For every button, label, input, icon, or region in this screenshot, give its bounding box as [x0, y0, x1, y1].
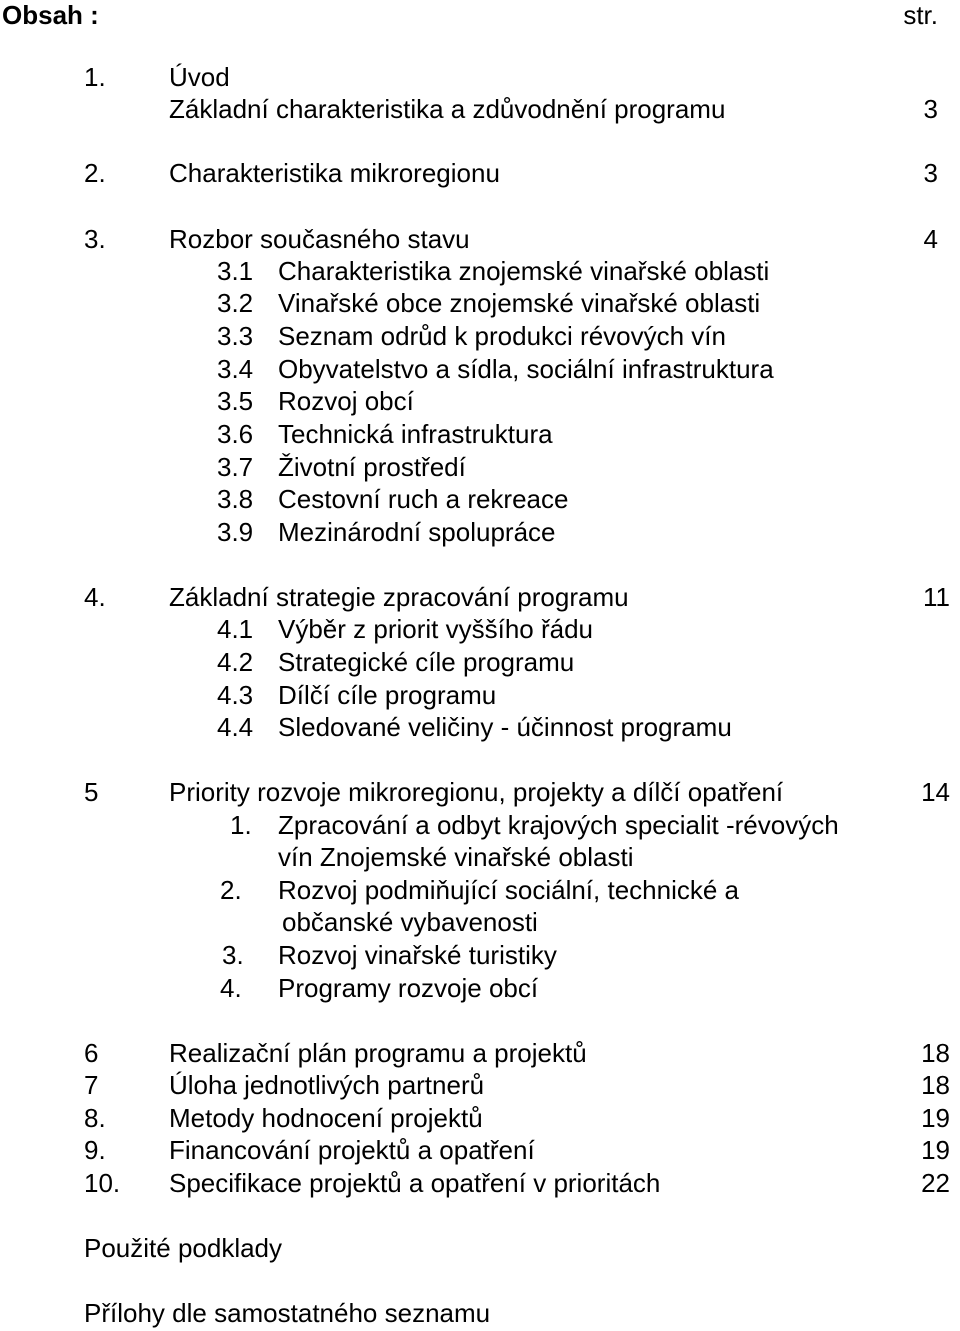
section-title: Realizační plán programu a projektů: [169, 1038, 587, 1068]
section-page: 18: [921, 1070, 950, 1100]
section-subtitle: Základní charakteristika a zdůvodnění programu: [169, 94, 726, 124]
priority-title: Rozvoj vinařské turistiky: [278, 940, 557, 970]
subsection-title: Dílčí cíle programu: [278, 680, 497, 710]
subsection-title: Mezinárodní spolupráce: [278, 517, 556, 547]
attachments-line: Přílohy dle samostatného seznamu: [84, 1298, 491, 1328]
section-page: 3: [923, 94, 938, 124]
subsection-number: 4.1: [217, 614, 254, 644]
sources-line: Použité podklady: [84, 1233, 283, 1263]
subsection-title: Životní prostředí: [278, 452, 466, 482]
subsection-number: 4.2: [217, 647, 254, 677]
section-number: 2.: [84, 158, 106, 188]
subsection-title: Rozvoj obcí: [278, 386, 414, 416]
subsection-number: 3.2: [217, 288, 254, 318]
subsection-number: 3.1: [217, 256, 254, 286]
section-page: 3: [923, 158, 938, 188]
section-page: 22: [921, 1168, 950, 1198]
priority-number: 2.: [220, 875, 242, 905]
subsection-number: 4.3: [217, 680, 254, 710]
section-title: Rozbor současného stavu: [169, 224, 470, 254]
subsection-number: 3.7: [217, 452, 254, 482]
section-number: 1.: [84, 62, 106, 92]
priority-title-cont: vín Znojemské vinařské oblasti: [278, 842, 634, 872]
subsection-number: 3.9: [217, 517, 254, 547]
section-number: 7: [84, 1070, 99, 1100]
section-title: Charakteristika mikroregionu: [169, 158, 500, 188]
subsection-title: Charakteristika znojemské vinařské oblasti: [278, 256, 770, 286]
section-page: 4: [923, 224, 938, 254]
section-title: Základní strategie zpracování programu: [169, 582, 629, 612]
section-page: 19: [921, 1103, 950, 1133]
subsection-title: Strategické cíle programu: [278, 647, 575, 677]
subsection-title: Obyvatelstvo a sídla, sociální infrastruktura: [278, 354, 774, 384]
section-number: 3.: [84, 224, 106, 254]
subsection-number: 3.8: [217, 484, 254, 514]
section-number: 10.: [84, 1168, 121, 1198]
priority-title-cont: občanské vybavenosti: [282, 907, 538, 937]
priority-number: 3.: [222, 940, 244, 970]
section-page: 19: [921, 1135, 950, 1165]
subsection-title: Seznam odrůd k produkci révových vín: [278, 321, 726, 351]
subsection-number: 3.6: [217, 419, 254, 449]
section-title: Úvod: [169, 62, 230, 92]
priority-title: Programy rozvoje obcí: [278, 973, 539, 1003]
subsection-title: Výběr z priorit vyššího řádu: [278, 614, 594, 644]
section-title: Priority rozvoje mikroregionu, projekty a dílčí opatření: [169, 777, 784, 807]
priority-title: Zpracování a odbyt krajových specialit -révových: [278, 810, 839, 840]
section-page: 14: [921, 777, 950, 807]
section-title: Financování projektů a opatření: [169, 1135, 535, 1165]
section-number: 8.: [84, 1103, 106, 1133]
subsection-number: 4.4: [217, 712, 254, 742]
section-number: 4.: [84, 582, 106, 612]
section-title: Úloha jednotlivých partnerů: [169, 1070, 485, 1100]
subsection-number: 3.3: [217, 321, 254, 351]
priority-number: 4.: [220, 973, 242, 1003]
priority-number: 1.: [230, 810, 252, 840]
section-page: 11: [923, 582, 950, 612]
priority-title: Rozvoj podmiňující sociální, technické a: [278, 875, 740, 905]
subsection-number: 3.5: [217, 386, 254, 416]
page-column-header: str.: [903, 0, 938, 30]
section-number: 5: [84, 777, 99, 807]
subsection-title: Technická infrastruktura: [278, 419, 553, 449]
section-page: 18: [921, 1038, 950, 1068]
section-number: 9.: [84, 1135, 106, 1165]
toc-title: Obsah :: [2, 0, 99, 30]
subsection-number: 3.4: [217, 354, 254, 384]
subsection-title: Sledované veličiny - účinnost programu: [278, 712, 732, 742]
subsection-title: Cestovní ruch a rekreace: [278, 484, 569, 514]
section-number: 6: [84, 1038, 99, 1068]
section-title: Specifikace projektů a opatření v prioritách: [169, 1168, 661, 1198]
section-title: Metody hodnocení projektů: [169, 1103, 483, 1133]
subsection-title: Vinařské obce znojemské vinařské oblasti: [278, 288, 761, 318]
